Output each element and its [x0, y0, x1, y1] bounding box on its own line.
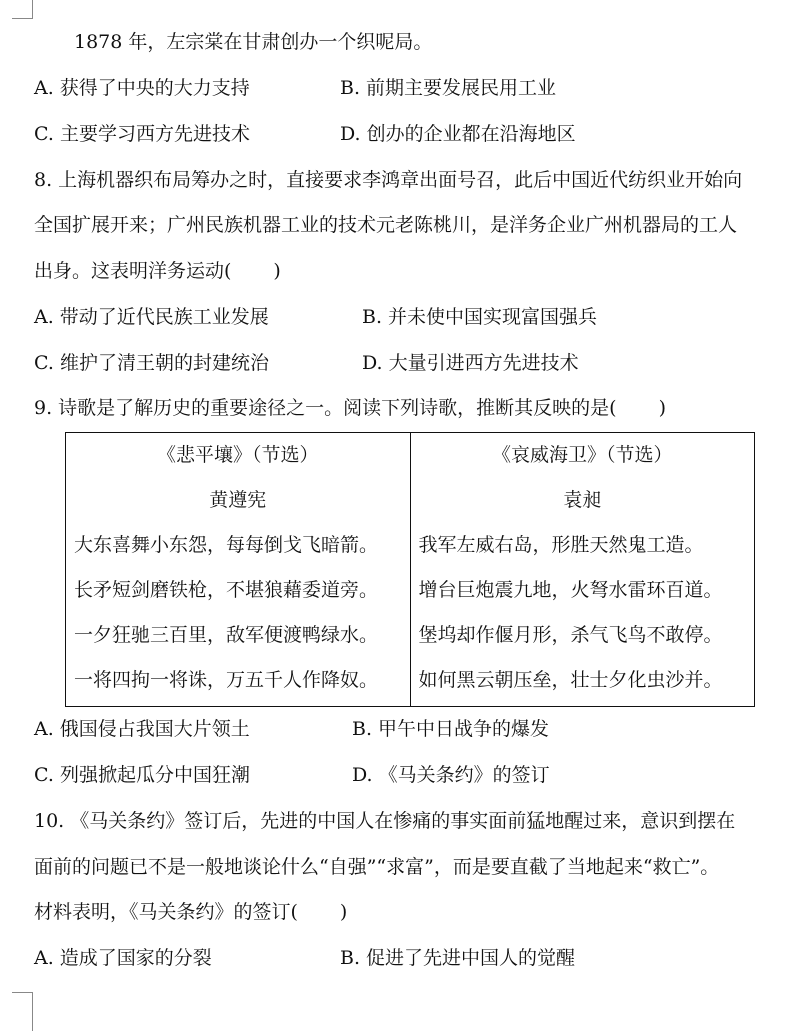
q10-option-a: A. 造成了国家的分裂: [34, 947, 212, 969]
poem-left-line: 大东喜舞小东怨，每每倒戈飞暗箭。: [74, 534, 379, 556]
q10-line-3: [34, 900, 347, 924]
poem-left: [66, 433, 411, 707]
q10-line-3-text: 材料表明，《马关条约》的签订(: [34, 901, 298, 923]
q10-option-b: B. 促进了先进中国人的觉醒: [340, 947, 576, 969]
poem-right-line: 我军左威右岛，形胜天然鬼工造。: [418, 534, 704, 556]
poem-table: [65, 432, 755, 707]
q7-stem: 1878 年，左宗棠在甘肃创办一个织呢局。: [74, 31, 433, 53]
q8-close-paren: ): [273, 260, 281, 282]
q7-option-d: D. 创办的企业都在沿海地区: [340, 123, 576, 145]
poem-right-line: 增台巨炮震九地，火弩水雷环百道。: [418, 579, 723, 601]
crop-mark-top: [12, 0, 33, 19]
q7-option-c: C. 主要学习西方先进技术: [34, 123, 250, 145]
q9-option-c: C. 列强掀起瓜分中国狂潮: [34, 764, 250, 786]
q8-option-a: A. 带动了近代民族工业发展: [34, 306, 269, 328]
q9-option-b: B. 甲午中日战争的爆发: [352, 718, 550, 740]
poem-left-title: 《悲平壤》（节选）: [156, 444, 319, 466]
q9-stem: [34, 396, 666, 420]
q10-line-1: 10. 《马关条约》签订后，先进的中国人在惨痛的事实面前猛地醒过来，意识到摆在: [34, 810, 736, 832]
q8-option-d: D. 大量引进西方先进技术: [362, 352, 579, 374]
q8-option-c: C. 维护了清王朝的封建统治: [34, 352, 269, 374]
poem-left-line: 一夕狂驰三百里，敌军便渡鸭绿水。: [74, 624, 379, 646]
q7-option-b: B. 前期主要发展民用工业: [340, 77, 557, 99]
poem-right: [410, 433, 755, 707]
q7-option-a: A. 获得了中央的大力支持: [34, 77, 250, 99]
poem-left-line: 长矛短剑磨铁枪，不堪狼藉委道旁。: [74, 579, 379, 601]
crop-mark-bottom: [12, 992, 33, 1031]
q9-option-a: A. 俄国侵占我国大片领土: [34, 718, 250, 740]
q9-stem-text: 9. 诗歌是了解历史的重要途径之一。阅读下列诗歌，推断其反映的是(: [34, 397, 617, 419]
q10-close-paren: ): [339, 901, 348, 923]
q8-line-3-text: 出身。这表明洋务运动(: [34, 260, 232, 282]
q9-option-d: D. 《马关条约》的签订: [352, 764, 550, 786]
poem-left-line: 一将四拘一将诛，万五千人作降奴。: [74, 669, 379, 691]
q8-option-b: B. 并未使中国实现富国强兵: [362, 306, 598, 328]
q10-line-2: 面前的问题已不是一般地谈论什么“自强”“求富”，而是要直截了当地起来“救亡”。: [34, 856, 720, 878]
poem-right-line: 如何黑云朝压垒，壮士夕化虫沙并。: [418, 669, 723, 691]
q8-line-2: 全国扩展开来；广州民族机器工业的技术元老陈桃川，是洋务企业广州机器局的工人: [34, 214, 738, 236]
q8-line-1: 8. 上海机器织布局筹办之时，直接要求李鸿章出面号召，此后中国近代纺织业开始向: [34, 169, 743, 191]
poem-right-author: 袁昶: [563, 489, 602, 511]
poem-right-title: 《哀威海卫》（节选）: [491, 444, 673, 466]
poem-right-line: 堡坞却作偃月形，杀气飞鸟不敢停。: [418, 624, 723, 646]
poem-left-author: 黄遵宪: [209, 489, 267, 511]
q9-close-paren: ): [658, 397, 667, 419]
q8-line-3: [34, 259, 281, 283]
